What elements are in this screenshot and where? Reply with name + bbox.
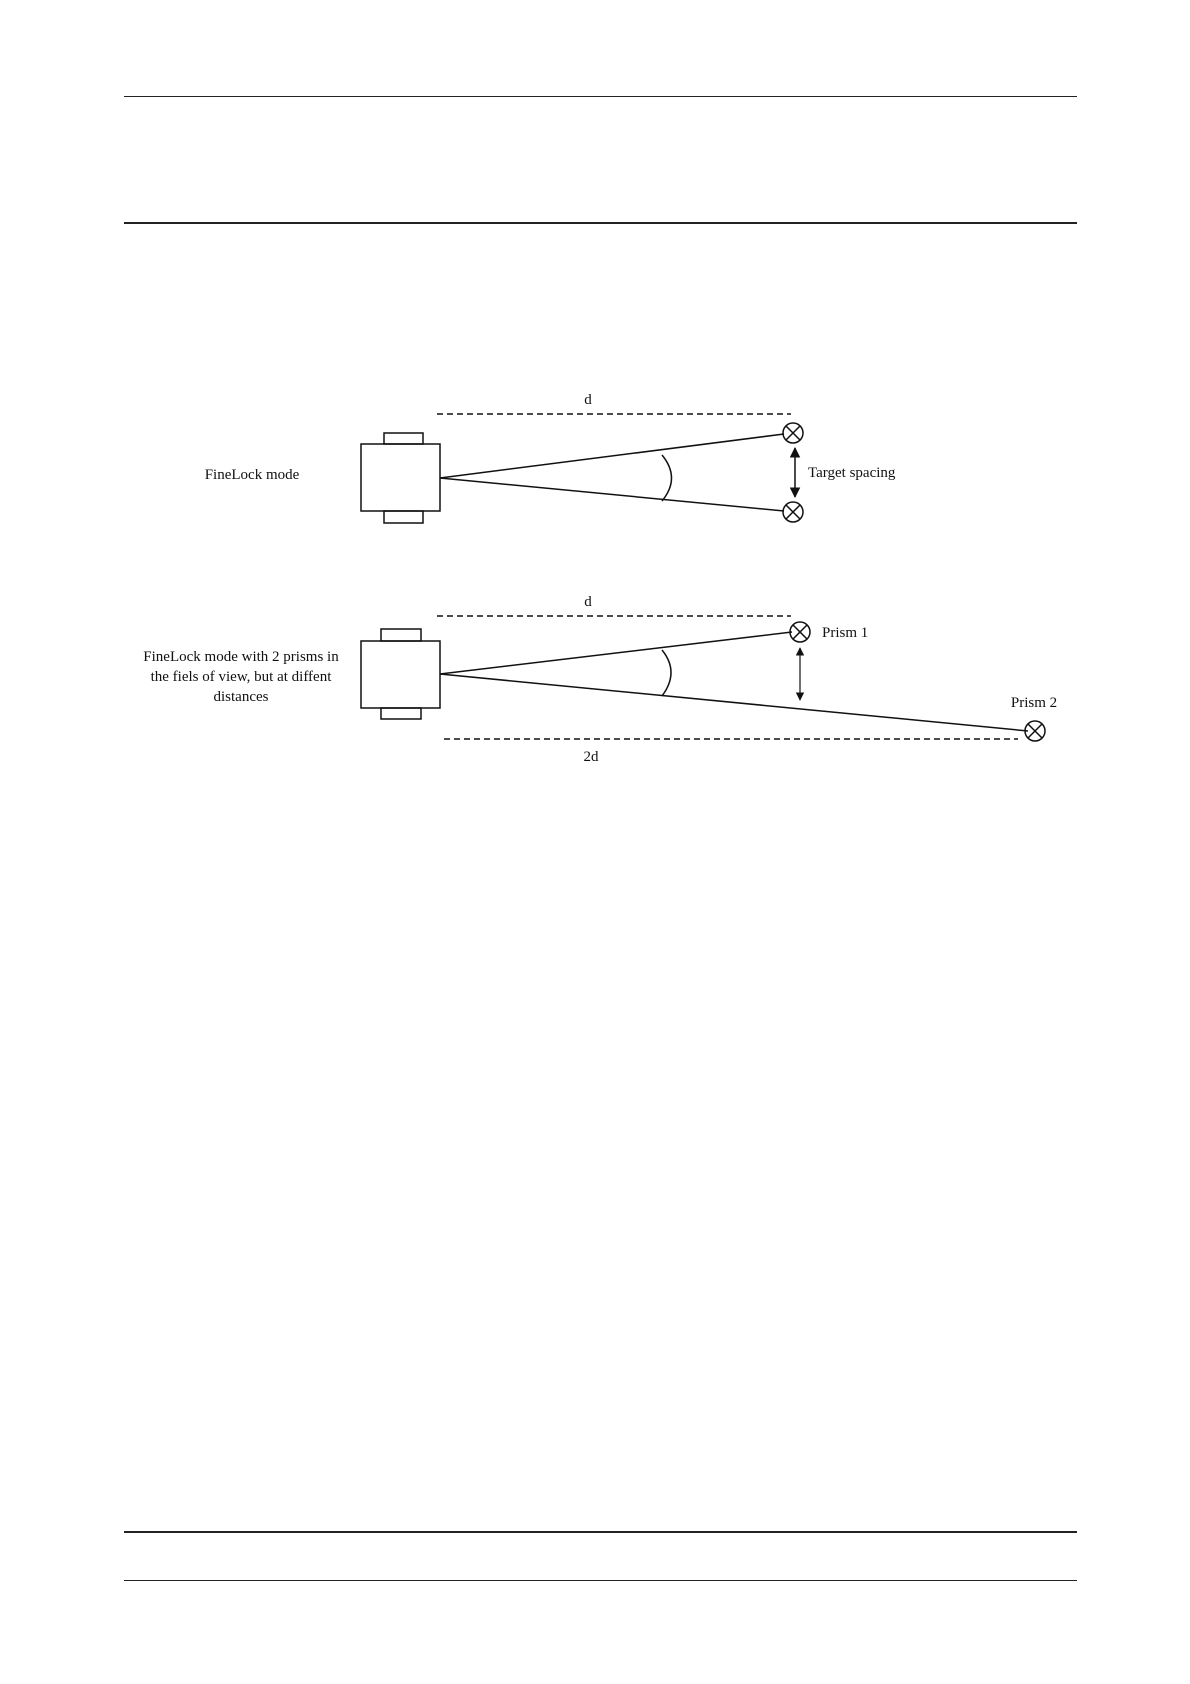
spacing-label: Target spacing (808, 465, 896, 481)
top-panel (205, 392, 896, 523)
instrument-icon (361, 629, 440, 719)
bottom-mode-label-line1: FineLock mode with 2 prisms in (143, 649, 339, 665)
top-mode-label: FineLock mode (204, 467, 300, 483)
angle-arc (662, 650, 671, 696)
sight-line-upper (440, 434, 784, 478)
prism1-icon (790, 622, 810, 642)
prism2-label: Prism 2 (1010, 695, 1058, 711)
distance-near-label: d (584, 594, 592, 610)
distance-label: d (584, 392, 592, 408)
angle-arc (662, 455, 672, 501)
bottom-panel (143, 594, 1057, 765)
bottom-mode-label-line2: the fiels of view, but at diffent (150, 669, 332, 685)
sight-line-prism2 (440, 674, 1028, 731)
target-prism-lower-icon (783, 502, 803, 522)
prism1-label: Prism 1 (822, 625, 869, 641)
sight-line-prism1 (440, 632, 792, 674)
target-prism-upper-icon (783, 423, 803, 443)
instrument-icon (361, 433, 440, 523)
distance-far-label: 2d (583, 749, 599, 765)
sight-line-lower (440, 478, 784, 511)
bottom-mode-label-line3: distances (213, 689, 269, 705)
